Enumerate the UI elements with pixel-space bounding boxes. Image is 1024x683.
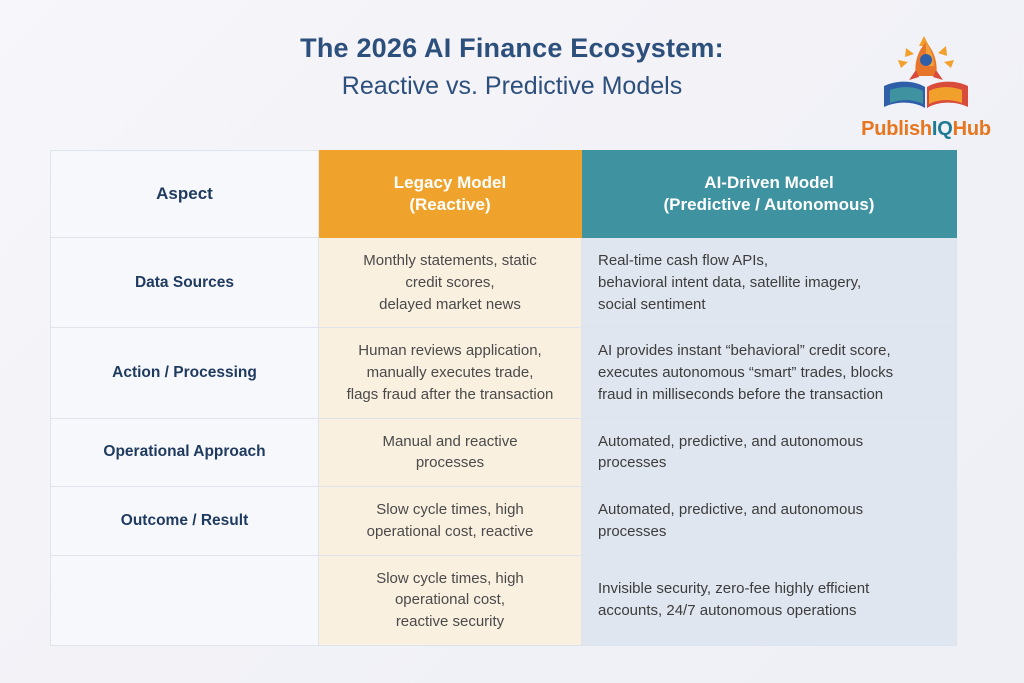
cell-ai-line: Real-time cash flow APIs, [598, 252, 769, 269]
table-header [51, 151, 957, 238]
cell-ai-line: behavioral intent data, satellite imagery, [598, 273, 862, 291]
cell-aspect: Action / Processing [51, 328, 319, 418]
column-header-ai-line2: (Predictive / Autonomous) [663, 195, 875, 214]
cell-ai-line: Automated, predictive, and autonomous [598, 501, 864, 518]
cell-legacy-line: manually executes trade, [366, 364, 534, 381]
cell-ai-line: accounts, 24/7 autonomous operations [598, 602, 857, 620]
cell-ai-line: processes [598, 522, 667, 540]
cell-ai [582, 487, 957, 556]
cell-legacy-line: Monthly statements, static [363, 252, 537, 269]
cell-ai-line: Automated, predictive, and autonomous [598, 432, 864, 450]
cell-ai-line: Invisible security, zero-fee highly efficient [598, 580, 870, 598]
cell-legacy-line: processes [415, 454, 485, 472]
column-header-ai [582, 151, 957, 238]
cell-ai [582, 328, 957, 418]
cell-legacy [319, 328, 582, 418]
cell-aspect: Operational Approach [51, 418, 319, 487]
cell-ai [582, 418, 957, 487]
cell-aspect [51, 555, 319, 645]
cell-ai-line: social sentiment [598, 295, 706, 313]
cell-legacy-line: operational cost, reactive [366, 522, 534, 540]
table-header-row [51, 151, 957, 238]
cell-legacy [319, 238, 582, 328]
cell-legacy-line: flags fraud after the transaction [346, 385, 554, 403]
cell-ai-line: AI provides instant “behavioral” credit score, [598, 342, 891, 360]
brand-logo [846, 34, 1006, 141]
logo-word-iq: IQ [931, 118, 953, 140]
logo-word-publish: Publish [861, 118, 932, 140]
column-header-legacy [319, 151, 582, 238]
column-header-legacy-line1: Legacy Model [393, 172, 507, 192]
cell-legacy-line: Human reviews application, [358, 342, 542, 360]
cell-ai [582, 238, 957, 328]
cell-legacy-line: Slow cycle times, high [376, 569, 524, 587]
cell-legacy-line: delayed market news [379, 295, 521, 313]
logo-word-hub: Hub [952, 118, 991, 140]
page-title-line2: Reactive vs. Predictive Models [341, 71, 683, 100]
cell-ai-line: processes [598, 454, 667, 472]
cell-legacy [319, 487, 582, 556]
page-title-line1: The 2026 AI Finance Ecosystem: [300, 33, 724, 63]
cell-legacy-line: operational cost, [394, 591, 506, 609]
cell-ai-line: executes autonomous “smart” trades, blocks [598, 364, 894, 381]
cell-aspect: Data Sources [51, 238, 319, 328]
logo-wordmark [846, 118, 1006, 141]
table-row [51, 328, 957, 418]
column-header-aspect: Aspect [51, 151, 319, 238]
column-header-ai-line1: AI-Driven Model [704, 172, 834, 192]
comparison-table [50, 150, 957, 646]
cell-legacy-line: Slow cycle times, high [376, 501, 524, 518]
cell-legacy [319, 555, 582, 645]
cell-legacy-line: credit scores, [405, 273, 495, 291]
table-row [51, 238, 957, 328]
table-row [51, 555, 957, 645]
table-body [51, 238, 957, 646]
cell-legacy-line: Manual and reactive [382, 432, 518, 450]
cell-legacy [319, 418, 582, 487]
logo-mark-icon [876, 34, 976, 114]
cell-legacy-line: reactive security [395, 613, 505, 630]
column-header-legacy-line2: (Reactive) [409, 195, 491, 214]
cell-ai [582, 555, 957, 645]
cell-ai-line: fraud in milliseconds before the transaction [598, 385, 884, 403]
table-row [51, 418, 957, 487]
cell-aspect: Outcome / Result [51, 487, 319, 556]
table-row [51, 487, 957, 556]
